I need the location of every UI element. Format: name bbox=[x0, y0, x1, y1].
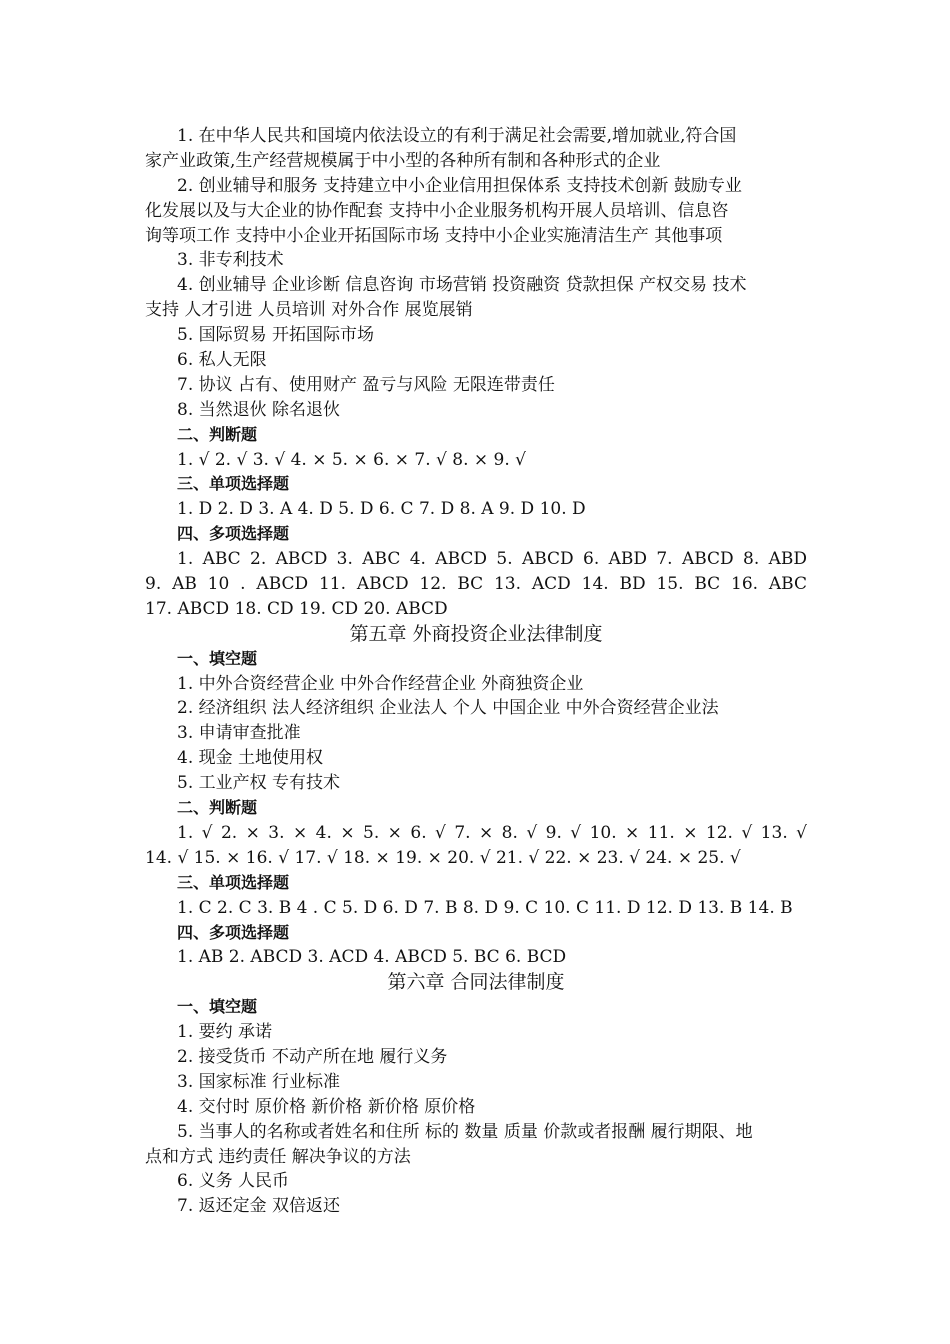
section-heading-single-choice: 三、单项选择题 bbox=[177, 474, 290, 494]
answer-line: 7. 协议 占有、使用财产 盈亏与风险 无限连带责任 bbox=[177, 374, 555, 395]
section-heading-single-choice: 三、单项选择题 bbox=[177, 872, 290, 892]
document-body bbox=[145, 124, 807, 1219]
section-heading-fill-in: 一、填空题 bbox=[177, 997, 258, 1017]
answer-line: 2. 接受货币 不动产所在地 履行义务 bbox=[177, 1046, 448, 1067]
answer-line: 5. 工业产权 专有技术 bbox=[177, 773, 341, 794]
answer-line: 4. 创业辅导 企业诊断 信息咨询 市场营销 投资融资 贷款担保 产权交易 技术 bbox=[177, 275, 747, 296]
answer-line: 17. ABCD 18. CD 19. CD 20. ABCD bbox=[145, 598, 448, 619]
answer-line: 1. 要约 承诺 bbox=[177, 1022, 273, 1043]
answer-line: 支持 人才引进 人员培训 对外合作 展览展销 bbox=[145, 300, 473, 321]
answer-line: 14. √ 15. × 16. √ 17. √ 18. × 19. × 20. √ 21. √ 22. × 23. √ 24. × 25. √ bbox=[145, 847, 741, 868]
answer-line: 1. √ 2. √ 3. √ 4. × 5. × 6. × 7. √ 8. × 9. √ bbox=[177, 449, 526, 470]
answer-line: 2. 经济组织 法人经济组织 企业法人 个人 中国企业 中外合资经营企业法 bbox=[177, 698, 719, 719]
answer-line: 1. ABC 2. ABCD 3. ABC 4. ABCD 5. ABCD 6. ABD 7. ABCD 8. ABD bbox=[177, 549, 807, 570]
answer-line: 1. D 2. D 3. A 4. D 5. D 6. C 7. D 8. A 9. D 10. D bbox=[177, 499, 586, 520]
answer-line: 8. 当然退伙 除名退伙 bbox=[177, 399, 341, 420]
answer-line: 4. 现金 土地使用权 bbox=[177, 748, 324, 769]
answer-line: 2. 创业辅导和服务 支持建立中小企业信用担保体系 支持技术创新 鼓励专业 bbox=[177, 175, 742, 196]
answer-line: 1. 在中华人民共和国境内依法设立的有利于满足社会需要,增加就业,符合国 bbox=[177, 126, 737, 146]
section-heading-multiple-choice: 四、多项选择题 bbox=[177, 922, 290, 942]
section-heading-multiple-choice: 四、多项选择题 bbox=[177, 524, 290, 544]
answer-line: 6. 私人无限 bbox=[177, 350, 267, 371]
answer-line: 3. 国家标准 行业标准 bbox=[177, 1071, 341, 1092]
answer-line: 家产业政策,生产经营规模属于中小型的各种所有制和各种形式的企业 bbox=[145, 150, 661, 171]
answer-line: 4. 交付时 原价格 新价格 新价格 原价格 bbox=[177, 1096, 476, 1117]
answer-line: 9. AB 10 . ABCD 11. ABCD 12. BC 13. ACD 14. BD 15. BC 16. ABC bbox=[145, 574, 807, 595]
answer-line: 7. 返还定金 双倍返还 bbox=[177, 1196, 341, 1217]
answer-line: 5. 当事人的名称或者姓名和住所 标的 数量 质量 价款或者报酬 履行期限、地 bbox=[177, 1121, 753, 1142]
chapter-title: 第六章 合同法律制度 bbox=[387, 971, 565, 994]
section-heading-fill-in: 一、填空题 bbox=[177, 648, 258, 668]
answer-line: 化发展以及与大企业的协作配套 支持中小企业服务机构开展人员培训、信息咨 bbox=[145, 200, 729, 221]
answer-line: 1. √ 2. × 3. × 4. × 5. × 6. √ 7. × 8. √ 9. √ 10. × 11. × 12. √ 13. √ bbox=[177, 822, 807, 843]
section-heading-judgment: 二、判断题 bbox=[177, 424, 258, 444]
answer-line: 1. AB 2. ABCD 3. ACD 4. ABCD 5. BC 6. BCD bbox=[177, 947, 567, 968]
answer-line: 5. 国际贸易 开拓国际市场 bbox=[177, 325, 375, 346]
section-heading-judgment: 二、判断题 bbox=[177, 798, 258, 818]
answer-line: 3. 申请审查批准 bbox=[177, 723, 301, 744]
answer-line: 3. 非专利技术 bbox=[177, 250, 284, 271]
chapter-title: 第五章 外商投资企业法律制度 bbox=[349, 622, 603, 645]
answer-line: 点和方式 违约责任 解决争议的方法 bbox=[145, 1146, 411, 1167]
answer-line: 1. 中外合资经营企业 中外合作经营企业 外商独资企业 bbox=[177, 673, 584, 694]
answer-line: 6. 义务 人民币 bbox=[177, 1171, 290, 1192]
answer-line: 1. C 2. C 3. B 4 . C 5. D 6. D 7. B 8. D 9. C 10. C 11. D 12. D 13. B 14. B bbox=[177, 897, 793, 918]
answer-line: 询等项工作 支持中小企业开拓国际市场 支持中小企业实施清洁生产 其他事项 bbox=[145, 225, 723, 246]
